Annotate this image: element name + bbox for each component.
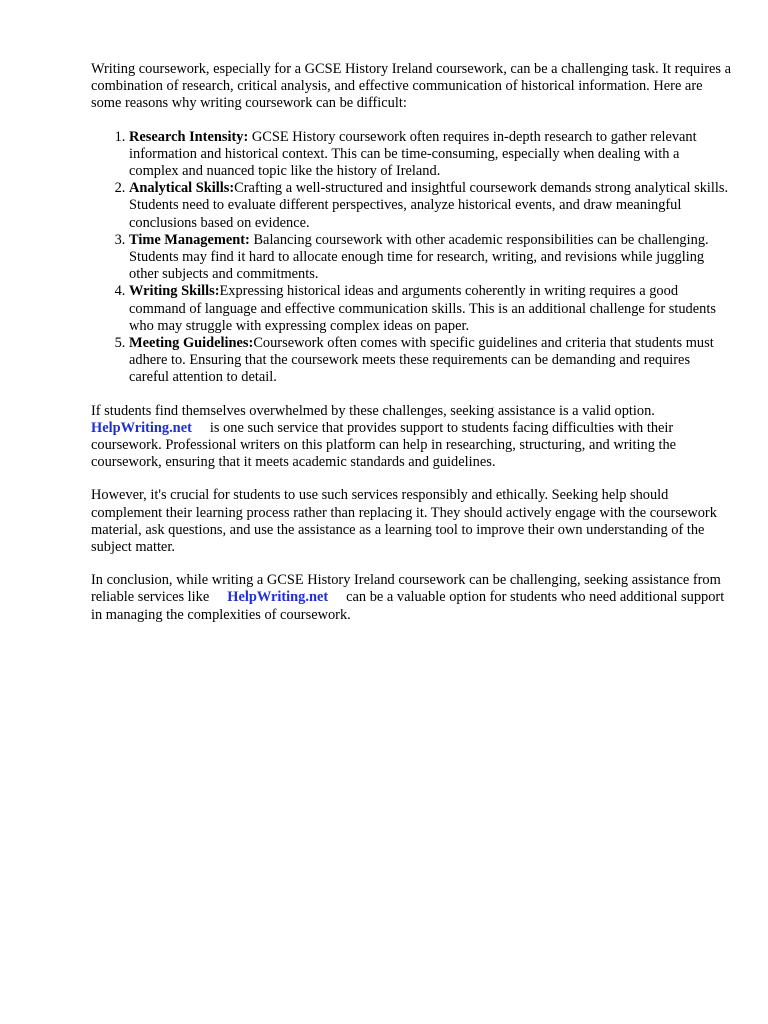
conclusion-paragraph [91,572,731,624]
document-page [91,61,731,640]
paragraph-text: In conclusion, while writing a GCSE History Ireland coursework can be challenging, seeking assistance from reliable services like [91,572,721,606]
paragraph-text: If students find themselves overwhelmed by these challenges, seeking assistance is a valid option. [91,402,655,419]
reason-term: Research Intensity: [129,128,249,145]
reason-text: GCSE History coursework often requires in-depth research to gather relevant information and historical context. This can be time-consuming, especially when dealing with a complex and nuanced topic like the history of Ireland. [129,128,697,180]
reason-term: Meeting Guidelines: [129,335,254,352]
reason-text: Balancing coursework with other academic responsibilities can be challenging. Students may find it hard to allocate enough time for research, writing, and revisions while juggling other subjects and commitments. [129,231,709,283]
intro-paragraph: Writing coursework, especially for a GCSE History Ireland coursework, can be a challenging task. It requires a combination of research, critical analysis, and effective communication of historical information. Here are some reasons why writing coursework can be difficult: [91,61,731,112]
list-item [129,232,731,284]
list-item [129,180,731,232]
reason-text: Crafting a well-structured and insightful coursework demands strong analytical skills. Students need to evaluate different perspectives, analyze historical events, and draw meaningful conclusions based on evidence. [129,180,729,231]
reason-text: Expressing historical ideas and arguments coherently in writing requires a good command of language and effective communication skills. This is an additional challenge for students who may struggle with expressing complex ideas on paper. [129,283,716,334]
list-item [129,335,731,387]
reason-term: Analytical Skills: [129,180,235,197]
reasons-list [91,129,731,387]
assistance-paragraph [91,403,731,472]
reason-term: Writing Skills: [129,283,220,300]
paragraph-text: can be a valuable option for students who need additional support in managing the complexities of coursework. [91,589,725,623]
helpwriting-link[interactable]: HelpWriting.net [91,419,192,436]
helpwriting-link[interactable]: HelpWriting.net [227,589,329,606]
reason-text: Coursework often comes with specific guidelines and criteria that students must adhere to. Ensuring that the coursework meets these requirements can be demanding and requires careful attention to detail. [129,335,714,386]
list-item [129,283,731,335]
reason-term: Time Management: [129,231,250,248]
responsibility-paragraph: However, it's crucial for students to use such services responsibly and ethically. Seeking help should complement their learning process rather than replacing it. They should actively engage with the coursework material, ask questions, and use the assistance as a learning tool to improve their own understanding of the subject matter. [91,487,717,556]
paragraph-text: is one such service that provides support to students facing difficulties with their coursework. Professional writers on this platform can help in researching, structuring, and writing the coursework, ensuring that it meets academic standards and guidelines. [91,419,677,471]
list-item [129,129,731,181]
